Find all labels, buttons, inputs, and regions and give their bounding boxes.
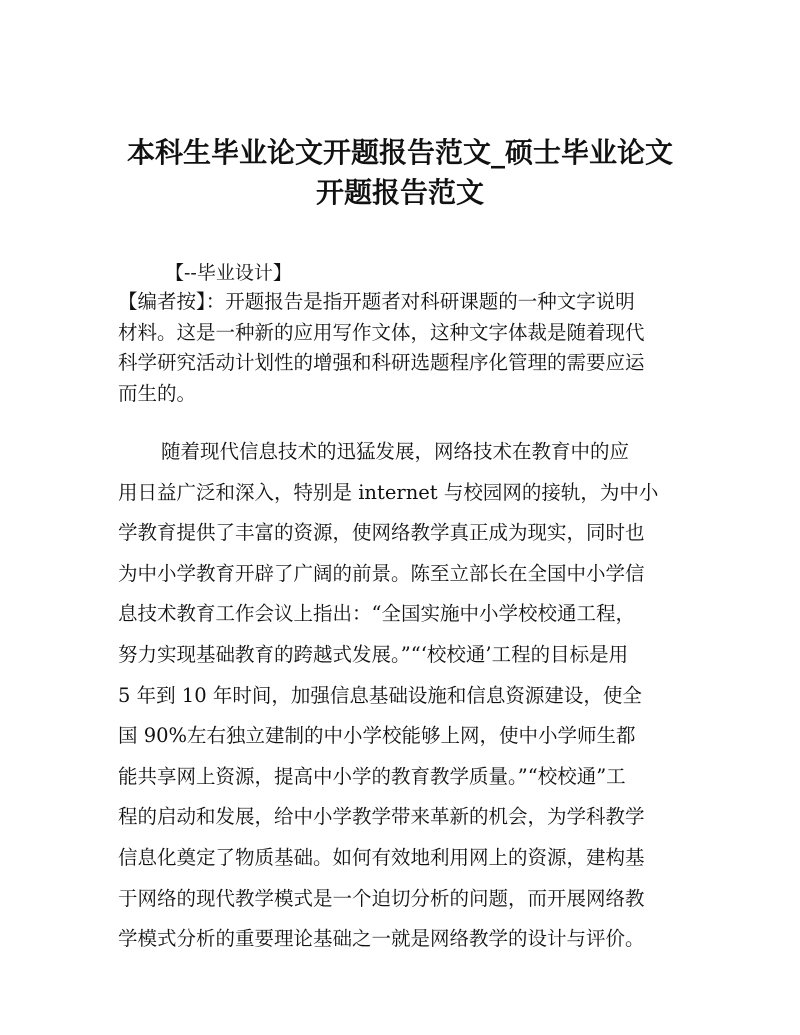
body-line: 努力实现基础教育的跨越式发展。”“‘校校通’工程的目标是用	[118, 642, 629, 666]
body-line: 国 90%左右独立建制的中小学校能够上网，使中小学师生都	[118, 724, 636, 748]
editor-note	[118, 287, 688, 409]
body-line: 学模式分析的重要理论基础之一就是网络教学的设计与评价。	[118, 927, 645, 951]
editor-note-line: 【编者按】：开题报告是指开题者对科研课题的一种文字说明	[118, 290, 635, 313]
body-line: 于网络的现代教学模式是一个迫切分析的问题，而开展网络教	[118, 886, 645, 910]
category-tag: 【--毕业设计】	[165, 262, 292, 284]
title-line: 开题报告范文	[315, 176, 484, 209]
body-line: 息技术教育工作会议上指出：“全国实施中小学校校通工程，	[118, 602, 635, 626]
body-line: 程的启动和发展，给中小学教学带来革新的机会，为学科教学	[118, 805, 645, 829]
body-line: 学教育提供了丰富的资源，使网络教学真正成为现实，同时也	[118, 521, 645, 545]
body-line: 用日益广泛和深入，特别是 internet 与校园网的接轨，为中小	[118, 480, 659, 504]
editor-note-line: 科学研究活动计划性的增强和科研选题程序化管理的需要应运	[118, 351, 645, 374]
body-line: 5 年到 10 年时间，加强信息基础设施和信息资源建设，使全	[118, 683, 642, 707]
editor-note-line: 而生的。	[118, 381, 197, 405]
body-paragraph	[118, 432, 688, 960]
body-line: 为中小学教育开辟了广阔的前景。陈至立部长在全国中小学信	[118, 561, 645, 585]
editor-note-line: 材料。这是一种新的应用写作文体，这种文字体裁是随着现代	[118, 320, 645, 344]
title-line: 本科生毕业论文开题报告范文_硕士毕业论文	[126, 136, 673, 169]
body-line: 信息化奠定了物质基础。如何有效地利用网上的资源，建构基	[118, 845, 645, 869]
body-line: 能共享网上资源，提高中小学的教育教学质量。”“校校通”工	[118, 764, 626, 788]
document-title	[90, 133, 710, 213]
body-line: 随着现代信息技术的迅猛发展，网络技术在教育中的应	[161, 440, 630, 463]
